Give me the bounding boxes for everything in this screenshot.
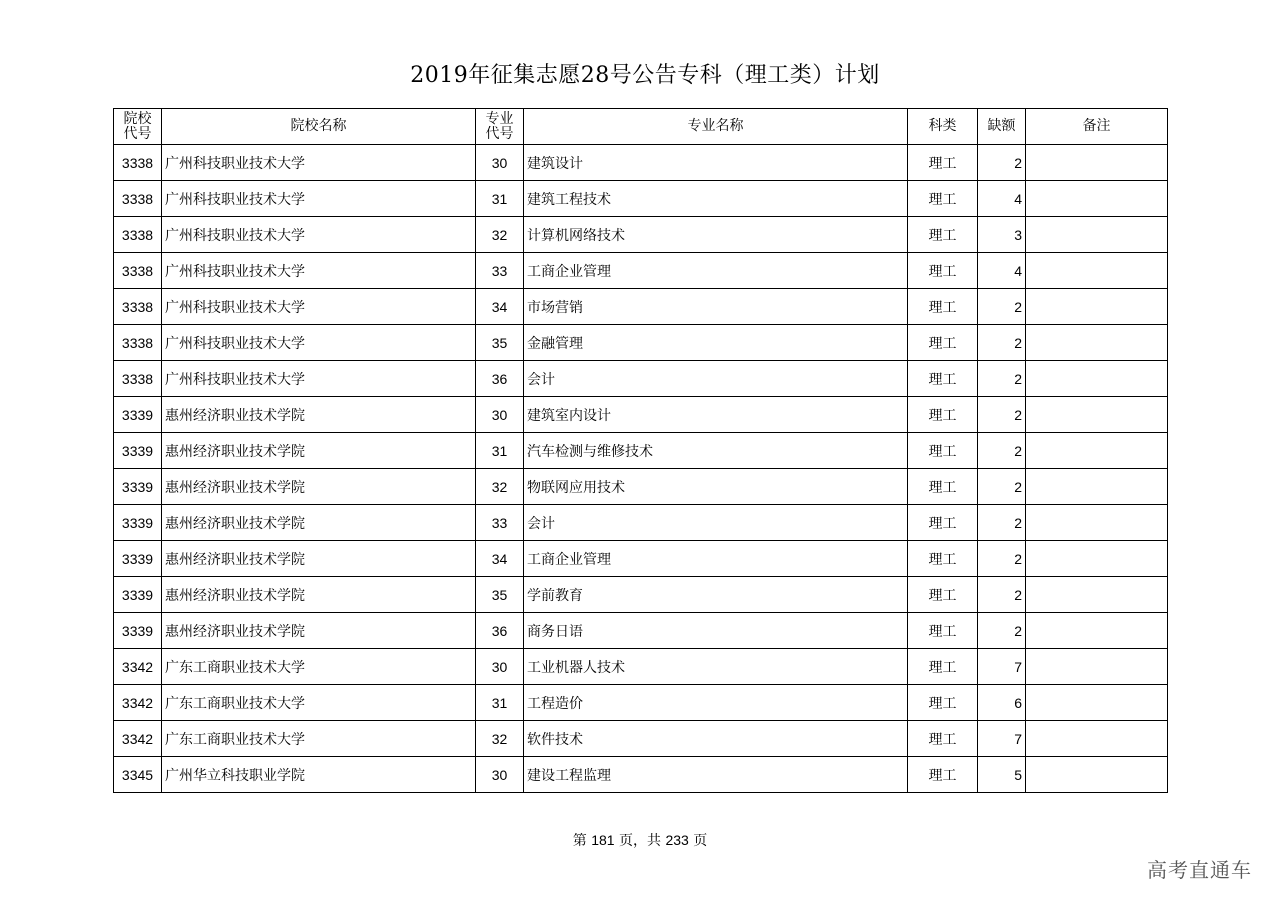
header-major-code: 专业 代号 <box>476 109 524 145</box>
footer-middle: 页，共 <box>619 833 661 849</box>
page-title: 2019年征集志愿28号公告专科（理工类）计划 <box>410 63 880 88</box>
cell-school-name: 广州科技职业技术大学 <box>162 361 476 397</box>
cell-category: 理工 <box>908 613 978 649</box>
cell-major-code: 34 <box>476 289 524 325</box>
cell-quota: 6 <box>978 685 1026 721</box>
cell-school-code: 3338 <box>114 145 162 181</box>
cell-school-code: 3339 <box>114 397 162 433</box>
cell-quota: 2 <box>978 613 1026 649</box>
cell-category: 理工 <box>908 433 978 469</box>
cell-major-name: 工商企业管理 <box>524 541 908 577</box>
header-remark: 备注 <box>1026 109 1168 145</box>
plan-table <box>113 108 1168 793</box>
table-header-row <box>114 109 1168 145</box>
cell-major-code: 32 <box>476 721 524 757</box>
cell-major-code: 35 <box>476 577 524 613</box>
cell-school-code: 3342 <box>114 685 162 721</box>
cell-remark <box>1026 325 1168 361</box>
cell-remark <box>1026 541 1168 577</box>
cell-category: 理工 <box>908 469 978 505</box>
cell-quota: 2 <box>978 469 1026 505</box>
table-row <box>114 217 1168 253</box>
cell-major-code: 32 <box>476 217 524 253</box>
table-row <box>114 685 1168 721</box>
cell-major-name: 学前教育 <box>524 577 908 613</box>
cell-quota: 2 <box>978 325 1026 361</box>
cell-remark <box>1026 757 1168 793</box>
cell-category: 理工 <box>908 649 978 685</box>
cell-major-code: 36 <box>476 613 524 649</box>
header-school-code: 院校 代号 <box>114 109 162 145</box>
cell-major-code: 30 <box>476 145 524 181</box>
header-category: 科类 <box>908 109 978 145</box>
cell-school-name: 惠州经济职业技术学院 <box>162 613 476 649</box>
cell-quota: 4 <box>978 181 1026 217</box>
cell-school-code: 3338 <box>114 181 162 217</box>
cell-major-name: 计算机网络技术 <box>524 217 908 253</box>
cell-school-name: 广州科技职业技术大学 <box>162 253 476 289</box>
cell-remark <box>1026 505 1168 541</box>
table-row <box>114 541 1168 577</box>
cell-major-name: 软件技术 <box>524 721 908 757</box>
cell-school-name: 广州科技职业技术大学 <box>162 325 476 361</box>
cell-quota: 2 <box>978 433 1026 469</box>
cell-remark <box>1026 469 1168 505</box>
cell-category: 理工 <box>908 685 978 721</box>
cell-remark <box>1026 181 1168 217</box>
cell-remark <box>1026 145 1168 181</box>
cell-school-code: 3338 <box>114 217 162 253</box>
table-row <box>114 361 1168 397</box>
cell-major-code: 30 <box>476 757 524 793</box>
cell-school-code: 3339 <box>114 505 162 541</box>
cell-school-code: 3342 <box>114 721 162 757</box>
cell-major-code: 30 <box>476 397 524 433</box>
cell-category: 理工 <box>908 145 978 181</box>
cell-school-code: 3338 <box>114 325 162 361</box>
cell-school-code: 3345 <box>114 757 162 793</box>
cell-major-code: 35 <box>476 325 524 361</box>
table-row <box>114 469 1168 505</box>
table-row <box>114 181 1168 217</box>
cell-quota: 2 <box>978 361 1026 397</box>
cell-major-name: 建筑工程技术 <box>524 181 908 217</box>
cell-major-name: 商务日语 <box>524 613 908 649</box>
table-row <box>114 613 1168 649</box>
cell-major-name: 物联网应用技术 <box>524 469 908 505</box>
cell-major-code: 34 <box>476 541 524 577</box>
table-row <box>114 721 1168 757</box>
table-row <box>114 325 1168 361</box>
cell-remark <box>1026 613 1168 649</box>
cell-major-name: 建筑室内设计 <box>524 397 908 433</box>
cell-quota: 2 <box>978 145 1026 181</box>
cell-school-code: 3339 <box>114 541 162 577</box>
cell-category: 理工 <box>908 289 978 325</box>
cell-school-name: 广州华立科技职业学院 <box>162 757 476 793</box>
cell-remark <box>1026 289 1168 325</box>
header-quota: 缺额 <box>978 109 1026 145</box>
cell-major-code: 33 <box>476 253 524 289</box>
cell-school-code: 3338 <box>114 289 162 325</box>
table-row <box>114 289 1168 325</box>
cell-major-name: 工业机器人技术 <box>524 649 908 685</box>
cell-school-name: 广东工商职业技术大学 <box>162 685 476 721</box>
cell-major-code: 30 <box>476 649 524 685</box>
cell-school-code: 3342 <box>114 649 162 685</box>
footer-page-number: 181 <box>591 832 615 848</box>
cell-school-name: 惠州经济职业技术学院 <box>162 433 476 469</box>
cell-school-code: 3338 <box>114 253 162 289</box>
cell-school-code: 3339 <box>114 577 162 613</box>
cell-school-name: 惠州经济职业技术学院 <box>162 541 476 577</box>
cell-school-name: 广州科技职业技术大学 <box>162 181 476 217</box>
cell-major-name: 市场营销 <box>524 289 908 325</box>
cell-school-name: 惠州经济职业技术学院 <box>162 505 476 541</box>
cell-category: 理工 <box>908 577 978 613</box>
cell-school-name: 广州科技职业技术大学 <box>162 289 476 325</box>
cell-major-code: 32 <box>476 469 524 505</box>
cell-quota: 7 <box>978 721 1026 757</box>
cell-quota: 2 <box>978 505 1026 541</box>
table-row <box>114 757 1168 793</box>
cell-remark <box>1026 433 1168 469</box>
table-body <box>114 145 1168 793</box>
cell-quota: 4 <box>978 253 1026 289</box>
cell-major-code: 31 <box>476 685 524 721</box>
table-row <box>114 397 1168 433</box>
cell-quota: 2 <box>978 289 1026 325</box>
cell-major-code: 33 <box>476 505 524 541</box>
cell-major-name: 建设工程监理 <box>524 757 908 793</box>
cell-category: 理工 <box>908 541 978 577</box>
cell-major-name: 工商企业管理 <box>524 253 908 289</box>
cell-quota: 2 <box>978 397 1026 433</box>
cell-school-code: 3338 <box>114 361 162 397</box>
cell-major-name: 建筑设计 <box>524 145 908 181</box>
cell-major-code: 36 <box>476 361 524 397</box>
cell-remark <box>1026 253 1168 289</box>
cell-major-code: 31 <box>476 433 524 469</box>
cell-major-name: 工程造价 <box>524 685 908 721</box>
cell-quota: 7 <box>978 649 1026 685</box>
cell-school-code: 3339 <box>114 613 162 649</box>
table-row <box>114 433 1168 469</box>
cell-school-code: 3339 <box>114 433 162 469</box>
table-row <box>114 649 1168 685</box>
footer-total-pages: 233 <box>665 832 689 848</box>
cell-category: 理工 <box>908 361 978 397</box>
cell-category: 理工 <box>908 757 978 793</box>
header-major-name: 专业名称 <box>524 109 908 145</box>
cell-major-code: 31 <box>476 181 524 217</box>
cell-major-name: 汽车检测与维修技术 <box>524 433 908 469</box>
cell-category: 理工 <box>908 325 978 361</box>
cell-remark <box>1026 217 1168 253</box>
cell-school-code: 3339 <box>114 469 162 505</box>
cell-category: 理工 <box>908 253 978 289</box>
footer-suffix: 页 <box>693 833 708 849</box>
table-row <box>114 505 1168 541</box>
cell-category: 理工 <box>908 217 978 253</box>
header-school-name: 院校名称 <box>162 109 476 145</box>
cell-category: 理工 <box>908 505 978 541</box>
cell-quota: 2 <box>978 541 1026 577</box>
page-footer <box>0 830 1280 850</box>
cell-quota: 3 <box>978 217 1026 253</box>
cell-category: 理工 <box>908 397 978 433</box>
cell-remark <box>1026 685 1168 721</box>
cell-quota: 2 <box>978 577 1026 613</box>
cell-school-name: 广东工商职业技术大学 <box>162 721 476 757</box>
cell-remark <box>1026 721 1168 757</box>
cell-category: 理工 <box>908 181 978 217</box>
cell-remark <box>1026 397 1168 433</box>
table-row <box>114 577 1168 613</box>
watermark: 高考直通车 <box>1147 858 1252 882</box>
cell-school-name: 惠州经济职业技术学院 <box>162 469 476 505</box>
cell-remark <box>1026 649 1168 685</box>
cell-major-name: 金融管理 <box>524 325 908 361</box>
cell-remark <box>1026 577 1168 613</box>
cell-major-name: 会计 <box>524 505 908 541</box>
cell-remark <box>1026 361 1168 397</box>
cell-school-name: 广东工商职业技术大学 <box>162 649 476 685</box>
cell-school-name: 惠州经济职业技术学院 <box>162 397 476 433</box>
cell-school-name: 广州科技职业技术大学 <box>162 217 476 253</box>
cell-school-name: 惠州经济职业技术学院 <box>162 577 476 613</box>
cell-quota: 5 <box>978 757 1026 793</box>
cell-category: 理工 <box>908 721 978 757</box>
cell-major-name: 会计 <box>524 361 908 397</box>
cell-school-name: 广州科技职业技术大学 <box>162 145 476 181</box>
footer-prefix: 第 <box>572 833 587 849</box>
table-row <box>114 145 1168 181</box>
table-row <box>114 253 1168 289</box>
